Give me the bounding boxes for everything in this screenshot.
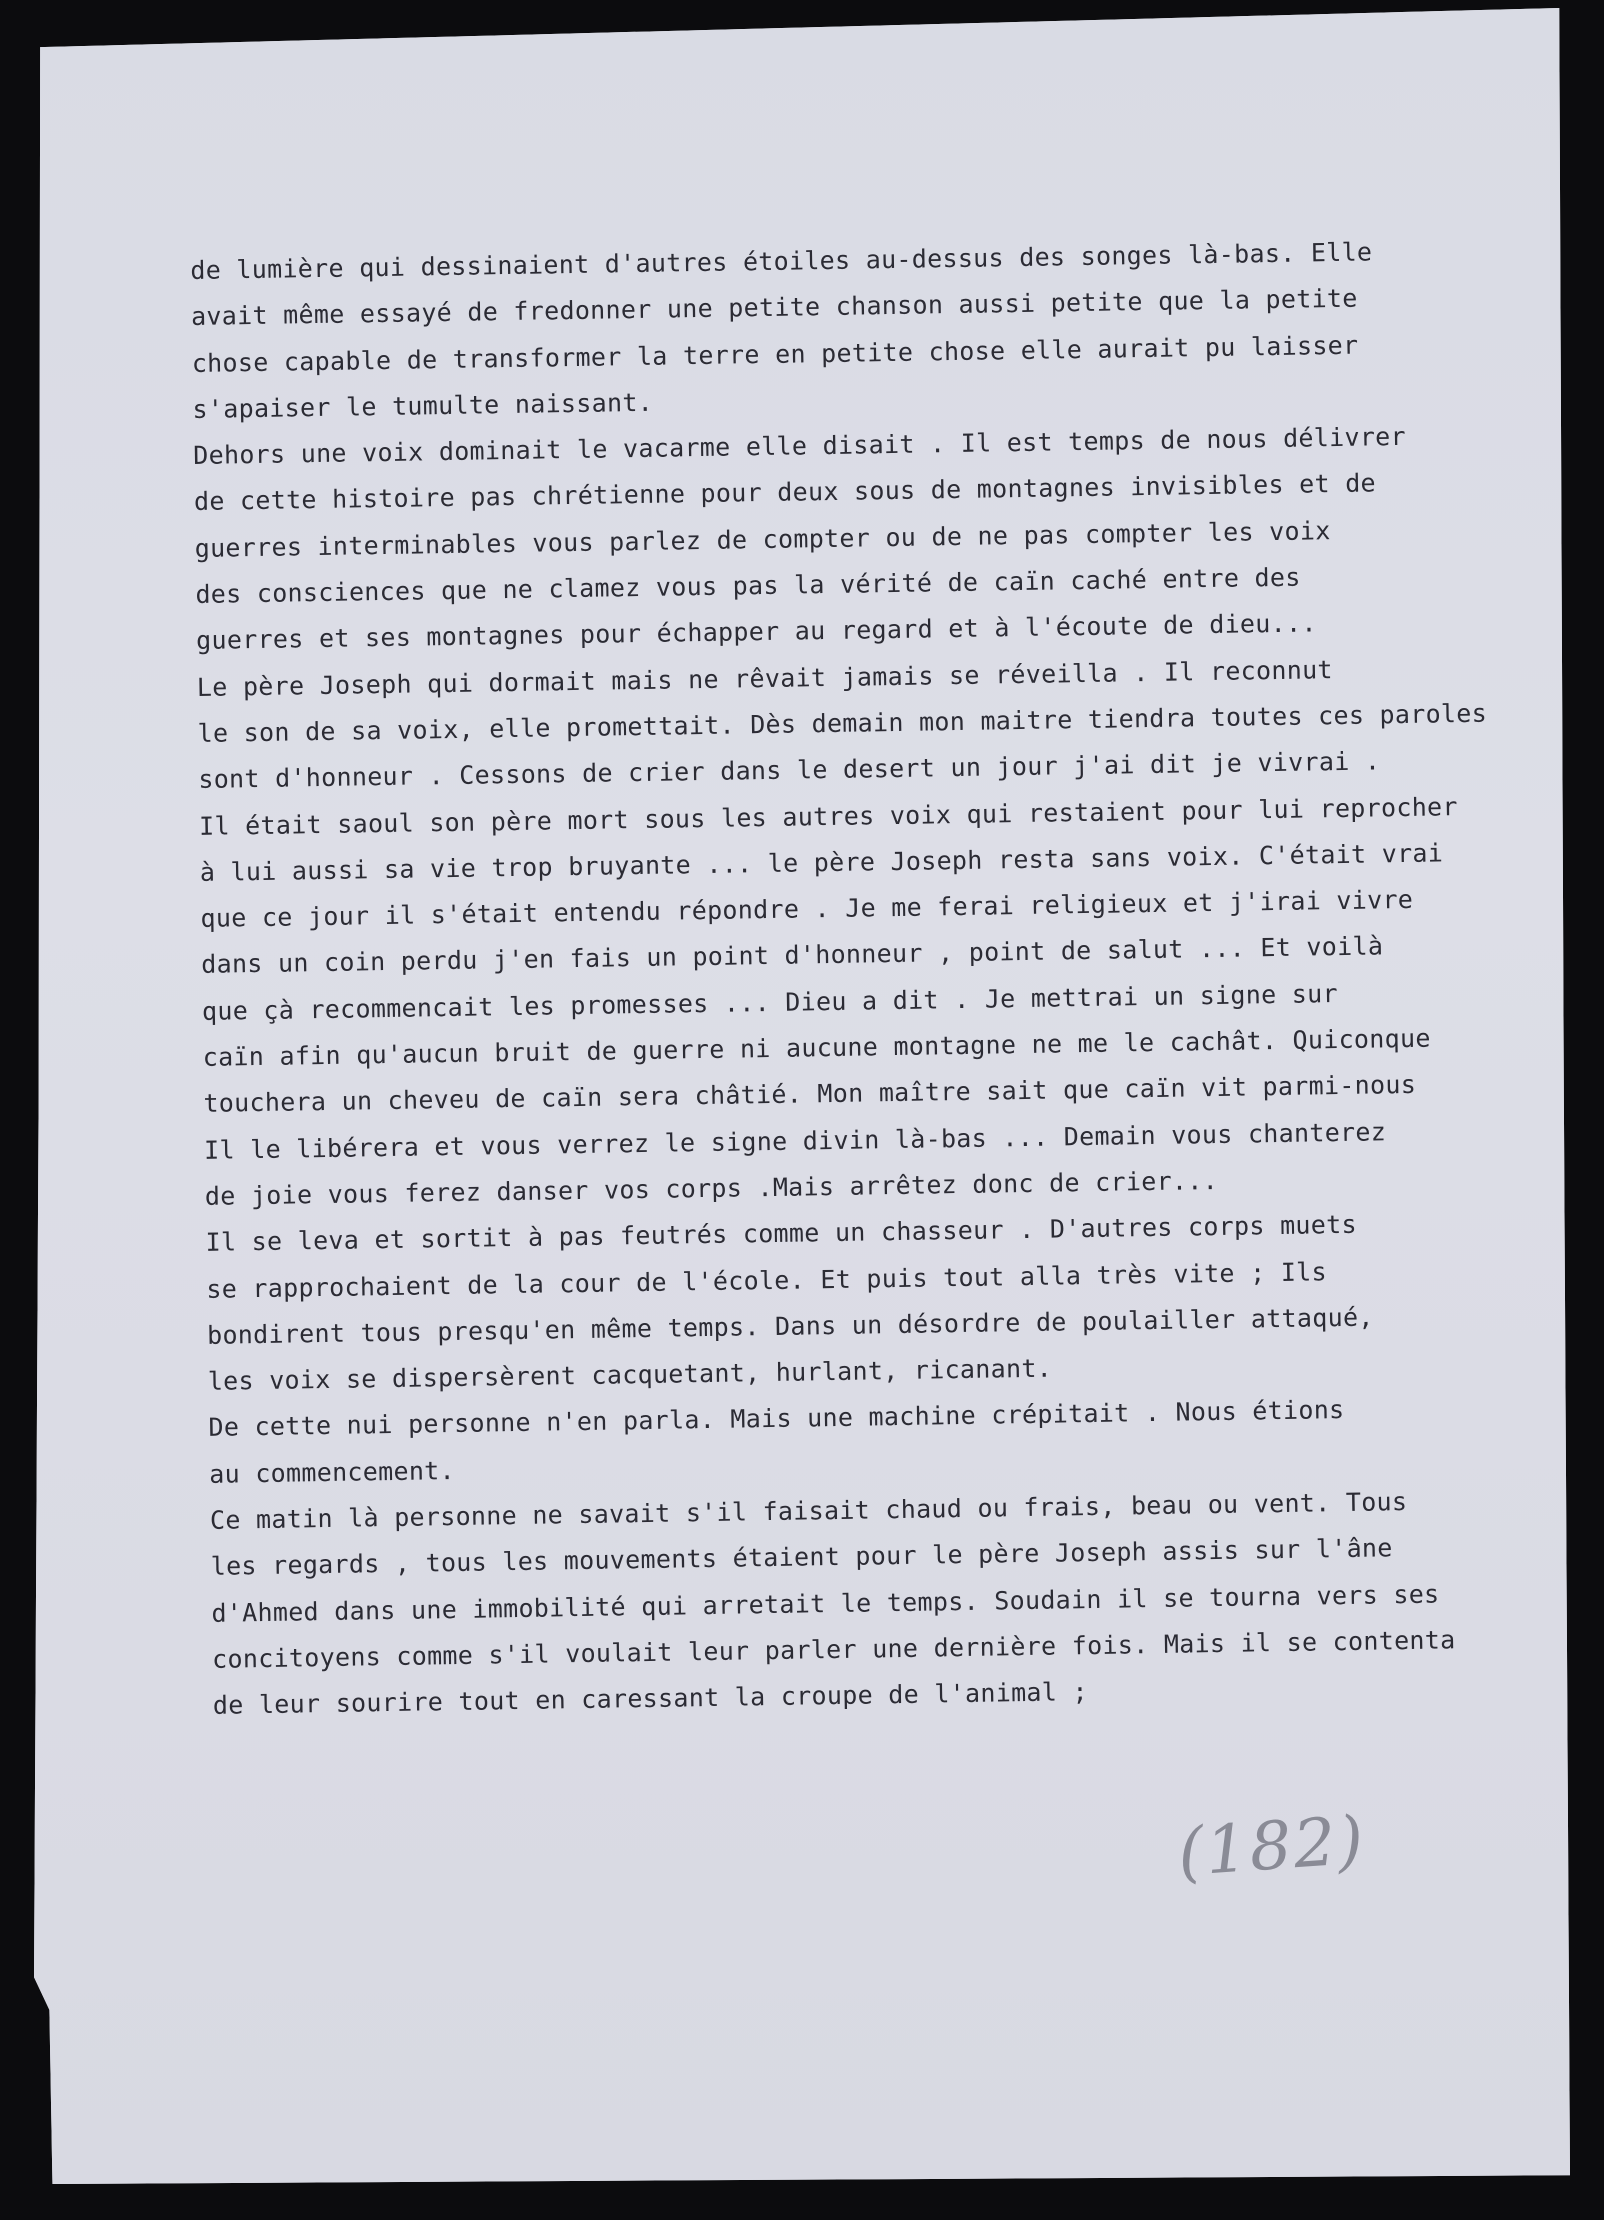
text-line: sont d'honneur . Cessons de crier dans le desert un jour j'ai dit je vivrai .: [198, 746, 1381, 795]
text-line: Il était saoul son père mort sous les autres voix qui restaient pour lui reprocher: [198, 791, 1458, 841]
text-line: s'apaiser le tumulte naissant.: [192, 387, 654, 424]
text-line: Il le libérera et vous verrez le signe divin là-bas ... Demain vous chanterez: [203, 1116, 1387, 1165]
text-line: De cette nui personne n'en parla. Mais une machine crépitait . Nous étions: [208, 1395, 1345, 1443]
text-line: à lui aussi sa vie trop bruyante ... le père Joseph resta sans voix. C'était vrai: [199, 838, 1444, 887]
text-line: de cette histoire pas chrétienne pour deux sous de montagnes invisibles et de: [193, 468, 1377, 517]
text-line: guerres interminables vous parlez de compter ou de ne pas compter les voix: [194, 515, 1331, 563]
text-line: se rapprochaient de la cour de l'école. Et puis tout alla très vite ; Ils: [206, 1256, 1328, 1304]
typewritten-text: [190, 227, 1553, 1729]
text-line: d'Ahmed dans une immobilité qui arretait le temps. Soudain il se tourna vers ses: [211, 1579, 1440, 1628]
text-line: que ce jour il s'était entendu répondre . Je me ferai religieux et j'irai vivre: [200, 885, 1414, 934]
handwritten-page-number: [1137, 1793, 1368, 1907]
text-line: les regards , tous les mouvements étaient pour le père Joseph assis sur l'âne: [210, 1533, 1393, 1582]
text-line: dans un coin perdu j'en fais un point d'honneur , point de salut ... Et voilà: [201, 931, 1384, 980]
text-line: caïn afin qu'aucun bruit de guerre ni aucune montagne ne me le cachât. Quiconque: [202, 1023, 1431, 1072]
text-line: avait même essayé de fredonner une petite chanson aussi petite que la petite: [190, 283, 1358, 332]
page-number-text: (182): [1175, 1801, 1368, 1892]
text-line: des consciences que ne clamez vous pas la vérité de caïn caché entre des: [195, 562, 1301, 610]
text-line: de leur sourire tout en caressant la croupe de l'animal ;: [212, 1677, 1089, 1721]
text-line: les voix se dispersèrent cacquetant, hurlant, ricanant.: [207, 1353, 1053, 1396]
text-line: chose capable de transformer la terre en petite chose elle aurait pu laisser: [191, 330, 1359, 378]
text-line: de lumière qui dessinaient d'autres étoiles au-dessus des songes là-bas. Elle: [190, 237, 1373, 285]
text-line: Ce matin là personne ne savait s'il faisait chaud ou frais, beau ou vent. Tous: [209, 1487, 1408, 1535]
text-line: que çà recommencait les promesses ... Dieu a dit . Je mettrai un signe sur: [201, 978, 1339, 1026]
text-line: de joie vous ferez danser vos corps .Mais arrêtez donc de crier...: [204, 1165, 1219, 1211]
text-line: le son de sa voix, elle promettait. Dès demain mon maitre tiendra toutes ces paroles: [197, 698, 1488, 748]
text-line: Dehors une voix dominait le vacarme elle disait . Il est temps de nous délivrer: [193, 422, 1407, 471]
text-line: au commencement.: [209, 1455, 456, 1489]
text-line: guerres et ses montagnes pour échapper au regard et à l'écoute de dieu...: [195, 608, 1317, 656]
text-line: bondirent tous presqu'en même temps. Dans un désordre de poulailler attaqué,: [206, 1302, 1374, 1350]
text-line: concitoyens comme s'il voulait leur parler une dernière fois. Mais il se contenta: [211, 1625, 1456, 1674]
text-line: touchera un cheveu de caïn sera châtié. Mon maître sait que caïn vit parmi-nous: [203, 1070, 1417, 1119]
text-line: Il se leva et sortit à pas feutrés comme un chasseur . D'autres corps muets: [205, 1210, 1358, 1258]
text-line: Le père Joseph qui dormait mais ne rêvait jamais se réveilla . Il reconnut: [196, 654, 1333, 702]
